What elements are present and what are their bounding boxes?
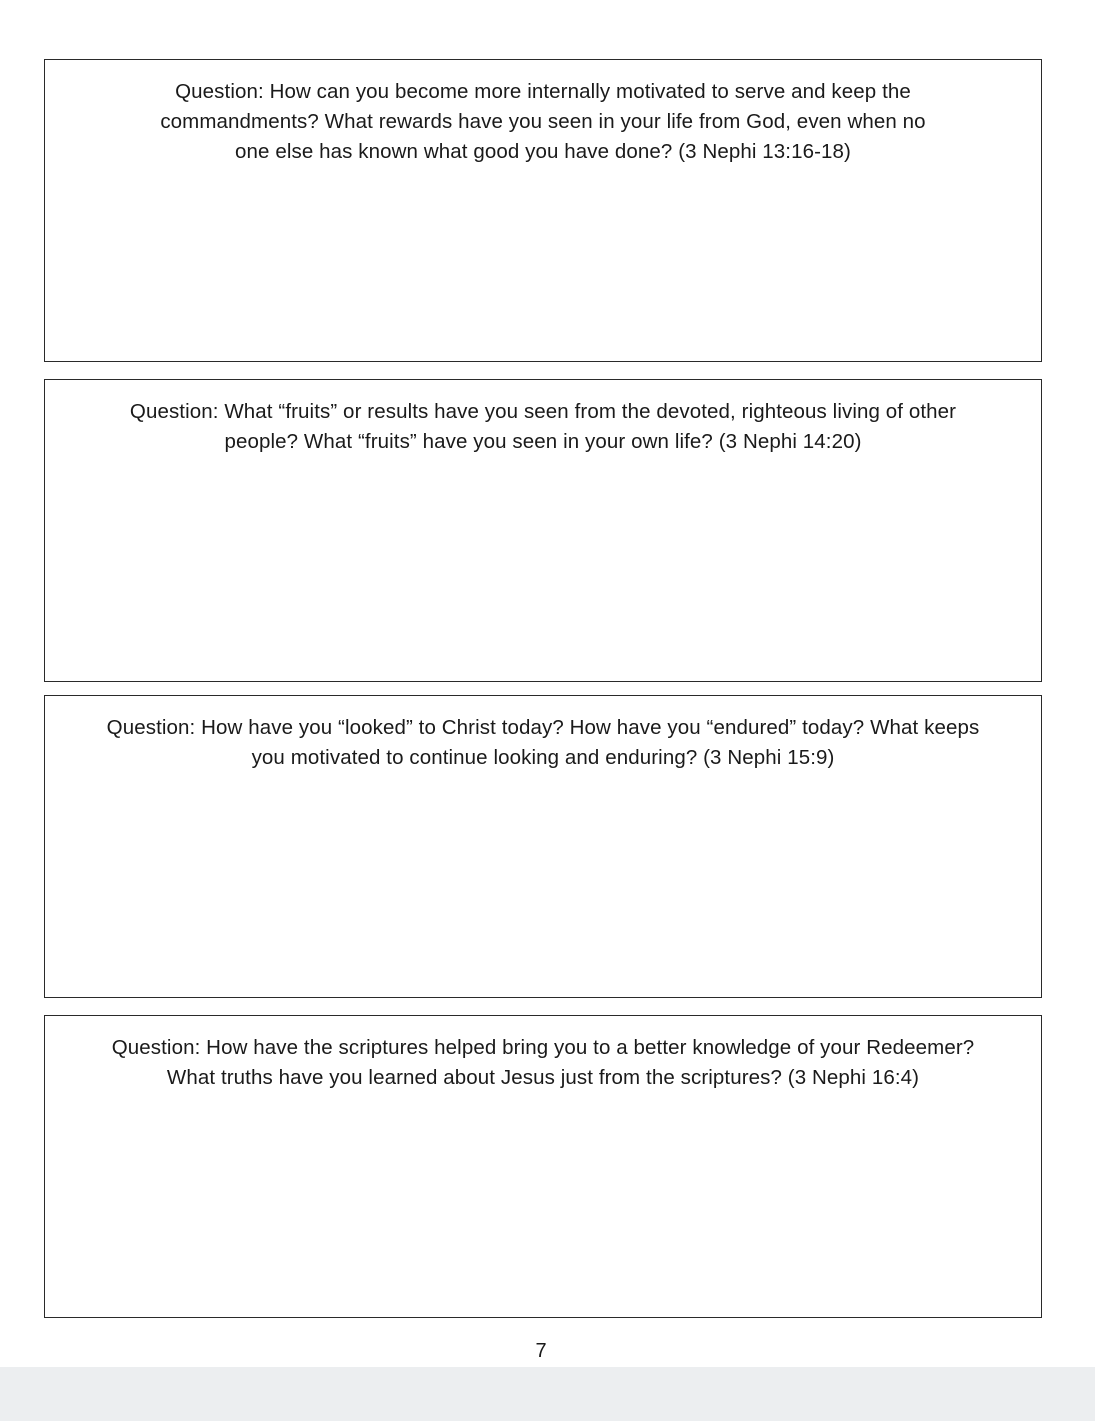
question-box-2[interactable] [44, 379, 1042, 682]
question-text-4: Question: How have the scriptures helped bring you to a better knowledge of your Redeemer? What truths have you learned about Jesus just from the scriptures? (3 Nephi 16:4) [111, 1036, 975, 1089]
page-number: 7 [535, 1340, 547, 1362]
question-text-1: Question: How can you become more internally motivated to serve and keep the commandments? What rewards have you seen in your life from God, even when no one else has known what good you have done? (3 Nephi 13:16-18) [160, 80, 926, 163]
question-box-3[interactable] [44, 695, 1042, 998]
viewer-footer-bar [0, 1367, 1095, 1421]
question-text-2: Question: What “fruits” or results have you seen from the devoted, righteous living of other people? What “fruits” have you seen in your own life? (3 Nephi 14:20) [129, 400, 957, 453]
question-text-3: Question: How have you “looked” to Christ today? How have you “endured” today? What keeps you motivated to continue looking and enduring? (3 Nephi 15:9) [106, 716, 980, 769]
question-box-4[interactable] [44, 1015, 1042, 1318]
question-box-1[interactable] [44, 59, 1042, 362]
